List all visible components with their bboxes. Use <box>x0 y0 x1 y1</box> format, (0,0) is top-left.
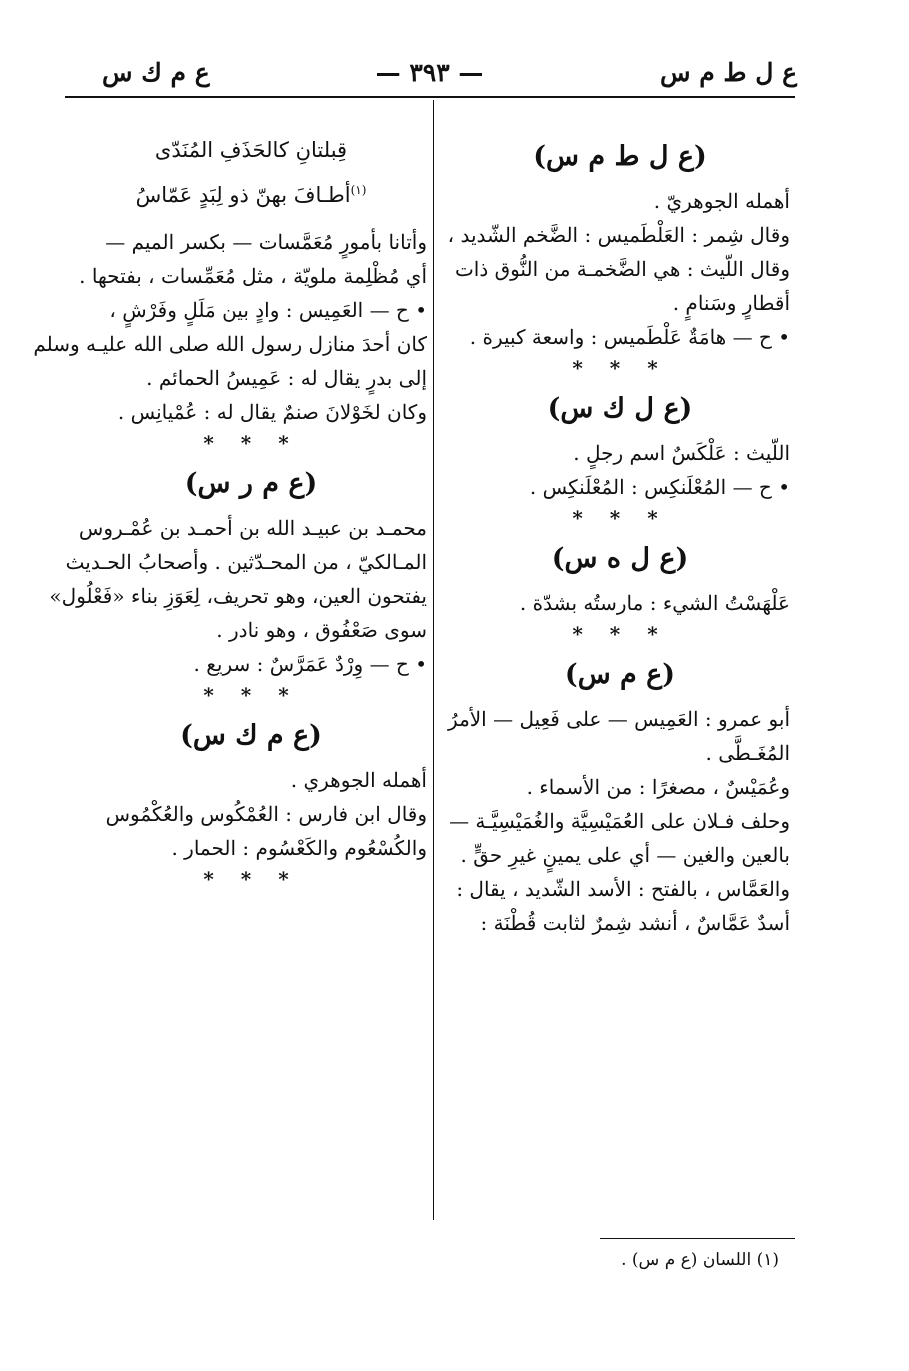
section-separator: * * * <box>572 356 668 380</box>
entry-line: اللّيث : عَلْكَسٌ اسم رجلٍ . <box>573 441 790 465</box>
page-header <box>62 58 797 98</box>
section-separator: * * * <box>572 506 668 530</box>
left-column <box>33 130 427 893</box>
verse-line: قِبلتانِ كالحَذَفِ المُنَدّى <box>154 138 348 162</box>
column-divider <box>433 100 434 1220</box>
entry-line: والكُسْعُوم والكَعْسُوم : الحمار . <box>171 836 427 860</box>
entry-line: يفتحون العين، وهو تحريف، لِعَوَزِ بناء «فَعْلُول» <box>49 584 427 608</box>
entry-heading: (ع ل ك س) <box>547 393 693 424</box>
running-head-right: ع ل ط م س <box>659 58 797 87</box>
entry-line: سوى صَعْفُوق ، وهو نادر . <box>216 618 427 642</box>
section-separator: * * * <box>572 622 668 646</box>
entry-line: أسدٌ عَمَّاسٌ ، أنشد شِمرٌ لثابت قُطْنَة : <box>480 911 790 935</box>
entry-line: وحلف فـلان على العُمَيْسِيَّة والغُمَيْسِيَّـة — <box>449 809 790 833</box>
entry-heading: (ع م س) <box>564 659 676 690</box>
footnote-rule <box>600 1238 795 1239</box>
entry-line: المُغَـطَّى . <box>705 741 790 765</box>
entry-line: وأتانا بأمورٍ مُعَمَّسات — بكسر الميم — <box>105 230 427 254</box>
verse-line: $^{(١)}$أطـافَ بهنّ ذو لِبَدٍ عَمّاسُ <box>135 183 367 207</box>
entry-line: أقطارٍ وسَنامٍ . <box>672 291 790 315</box>
entry-line: أي مُظْلِمة ملويّة ، مثل مُعَمِّسات ، بفتحها . <box>79 264 427 288</box>
entry-heading: (ع م ر س) <box>184 468 318 499</box>
entry-line: والعَمَّاس ، بالفتح : الأسد الشّديد ، يقال : <box>456 877 790 901</box>
entry-line: أبو عمرو : العَمِيس — على فَعِيل — الأمرُ <box>448 707 790 731</box>
entry-line: أهمله الجوهري . <box>290 768 427 792</box>
footnote: (١) اللسان (ع م س) . <box>621 1250 779 1270</box>
entry-heading: (ع م ك س) <box>180 720 322 751</box>
section-separator: * * * <box>203 431 299 455</box>
page-number: — ٣٩٣ — <box>375 58 484 87</box>
entry-line: • ح — العَمِيس : وادٍ بين مَلَلٍ وفَرْشٍ ، <box>109 298 427 322</box>
entry-line: وكان لخَوْلانَ صنمٌ يقال له : عُمْيانِس . <box>117 400 427 424</box>
entry-heading: (ع ل ط م س) <box>533 141 707 172</box>
entry-line: وعُمَيْسٌ ، مصغرًا : من الأسماء . <box>526 775 790 799</box>
entry-heading: (ع ل ه س) <box>551 543 689 574</box>
entry-line: أهمله الجوهريّ . <box>653 189 790 213</box>
entry-line: وقال اللّيث : هي الضَّخمـة من النُّوق ذات <box>454 257 790 281</box>
entry-line: كان أحدَ منازل رسول الله صلى الله عليـه وسلم <box>33 332 427 356</box>
header-rule <box>65 96 795 98</box>
entry-line: إلى بدرٍ يقال له : عَمِيسُ الحمائم . <box>146 366 427 390</box>
entry-line: • ح — وِرْدٌ عَمَرَّسٌ : سريع . <box>193 652 427 676</box>
footnote-marker: (١) <box>350 183 367 197</box>
entry-line: وقال شِمر : العَلْطَميس : الضَّخم الشّديد ، <box>447 223 790 247</box>
entry-line: عَلْهَسْتُ الشيء : مارستُه بشدّة . <box>519 591 790 615</box>
running-head-left: ع م ك س <box>102 58 210 87</box>
entry-line: محمـد بن عبيـد الله بن أحمـد بن عُمْـروس <box>78 516 427 540</box>
section-separator: * * * <box>203 683 299 707</box>
entry-line: بالعين والغين — أي على يمينٍ غيرِ حقٍّ . <box>460 843 790 867</box>
section-separator: * * * <box>203 867 299 891</box>
entry-line: • ح — المُعْلَنكِس : المُعْلَنكِس . <box>529 475 790 499</box>
entry-line: وقال ابن فارس : العُمْكُوس والعُكْمُوس <box>105 802 427 826</box>
right-column <box>447 130 790 940</box>
entry-line: المـالكيّ ، من المحـدّثين . وأصحابُ الحـديث <box>65 550 427 574</box>
entry-line: • ح — هامَةٌ عَلْطَميس : واسعة كبيرة . <box>469 325 790 349</box>
